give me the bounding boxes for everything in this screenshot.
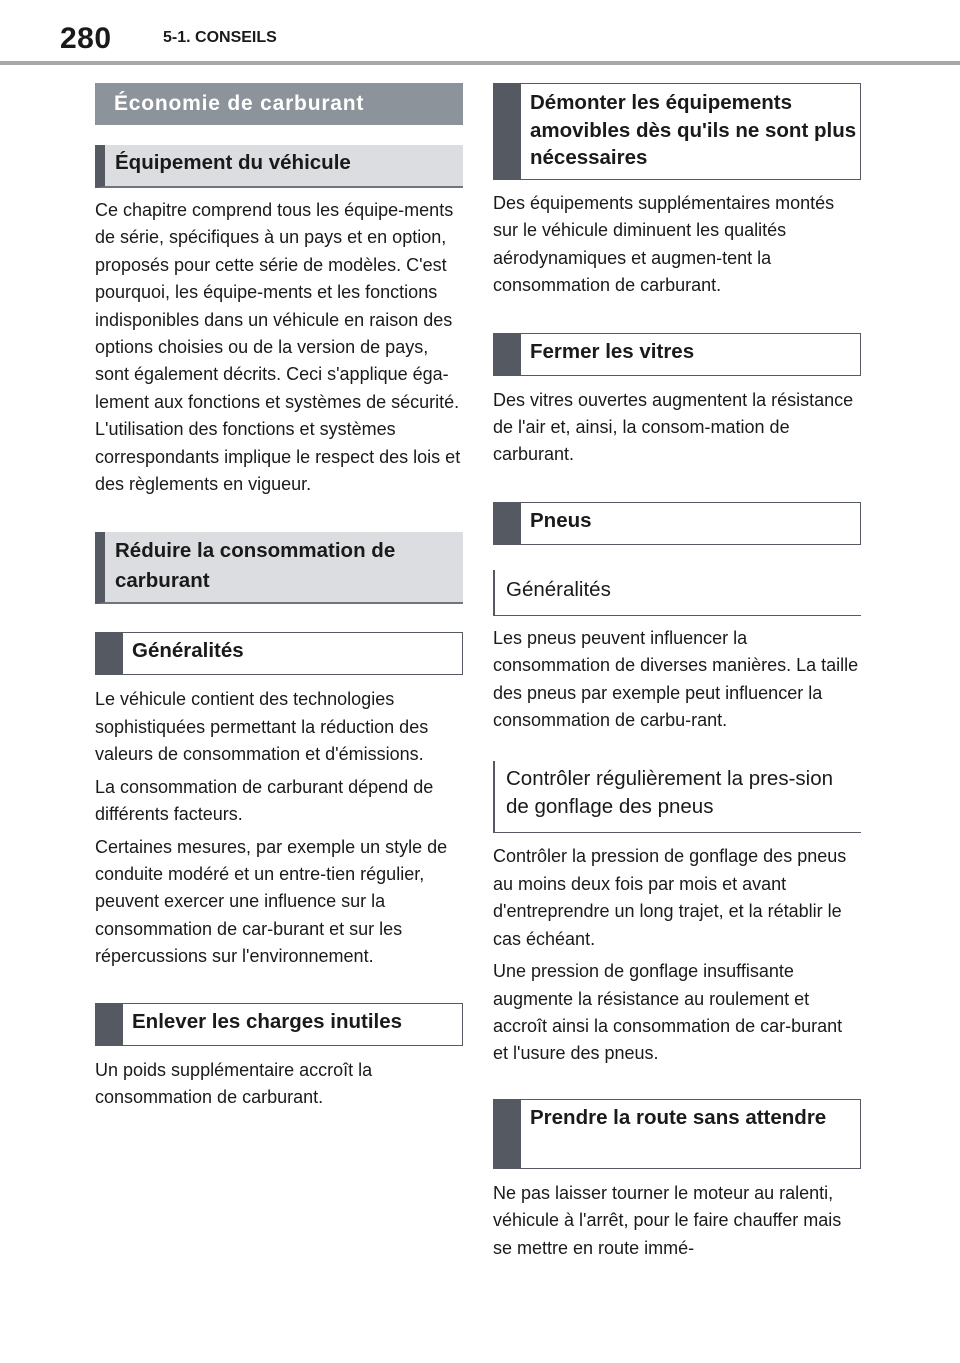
general-paragraph-3: Certaines mesures, par exemple un style de conduite modéré et un entre-tien régulier, peuvent exercer une influence sur la consommation de car-burant et sur les répercussions sur l'environnement.	[95, 836, 448, 967]
start-text: Ne pas laisser tourner le moteur au ralenti, véhicule à l'arrêt, pour le faire chauffer mais se mettre en route immé-	[493, 1182, 842, 1258]
general-paragraph-2: La consommation de carburant dépend de différents facteurs.	[95, 776, 434, 825]
heading-general: Généralités	[95, 632, 463, 675]
pressure-paragraph-1: Contrôler la pression de gonflage des pneus au moins deux fois par mois et avant d'entreprendre un long trajet, et la rétablir le cas échéant.	[493, 846, 847, 949]
equipment-text: Ce chapitre comprend tous les équipe-ments de série, spécifiques à un pays et en option, proposés pour cette série de modèles. C'est pourquoi, les équipe-ments et les fonctions indisponibles dans un véhicule en raison des options choisies ou de la version de pays, sont également décrits. Ceci s'applique éga-lement aux fonctions et systèmes de sécurité. L'utilisation des fonctions et systèmes correspondants implique le respect des lois et des règlements en vigueur.	[95, 200, 461, 495]
right-column	[493, 83, 861, 1262]
page-number: 280	[60, 22, 112, 55]
section-label: 5-1. CONSEILS	[163, 29, 277, 46]
general-paragraph-1: Le véhicule contient des technologies sophistiquées permettant la réduction des valeurs de consommation et d'émissions.	[95, 689, 429, 765]
heading-start-immediately: Prendre la route sans attendre	[493, 1099, 861, 1169]
loads-text: Un poids supplémentaire accroît la consommation de carburant.	[95, 1059, 373, 1107]
heading-remove-equipment: Démonter les équipements amovibles dès qu'ils ne sont plus nécessaires	[493, 83, 861, 180]
heading-equipment: Équipement du véhicule	[95, 145, 463, 188]
left-column	[95, 83, 463, 1111]
subheading-tyres-general: Généralités	[493, 570, 861, 616]
subheading-tyre-pressure: Contrôler régulièrement la pres-sion de gonflage des pneus	[493, 761, 861, 833]
removable-text: Des équipements supplémentaires montés sur le véhicule diminuent les qualités aérodynamiques et augmen-tent la consommation de carburant.	[493, 193, 835, 296]
heading-remove-loads: Enlever les charges inutiles	[95, 1003, 463, 1046]
heading-tyres: Pneus	[493, 502, 861, 545]
pressure-paragraph-2: Une pression de gonflage insuffisante augmente la résistance au roulement et accroît ainsi la consommation de car-burant et l'usure des pneus.	[493, 961, 843, 1064]
page-header	[0, 0, 960, 70]
tyres-general-text: Les pneus peuvent influencer la consommation de diverses manières. La taille des pneus par exemple peut influencer la consommation de carbu-rant.	[493, 627, 859, 731]
header-divider	[0, 61, 960, 65]
heading-close-windows: Fermer les vitres	[493, 333, 861, 376]
heading-reduce-consumption: Réduire la consommation de carburant	[95, 532, 463, 604]
windows-text: Des vitres ouvertes augmentent la résistance de l'air et, ainsi, la consom-mation de carburant.	[493, 389, 854, 465]
chapter-title: Économie de carburant	[95, 83, 463, 125]
